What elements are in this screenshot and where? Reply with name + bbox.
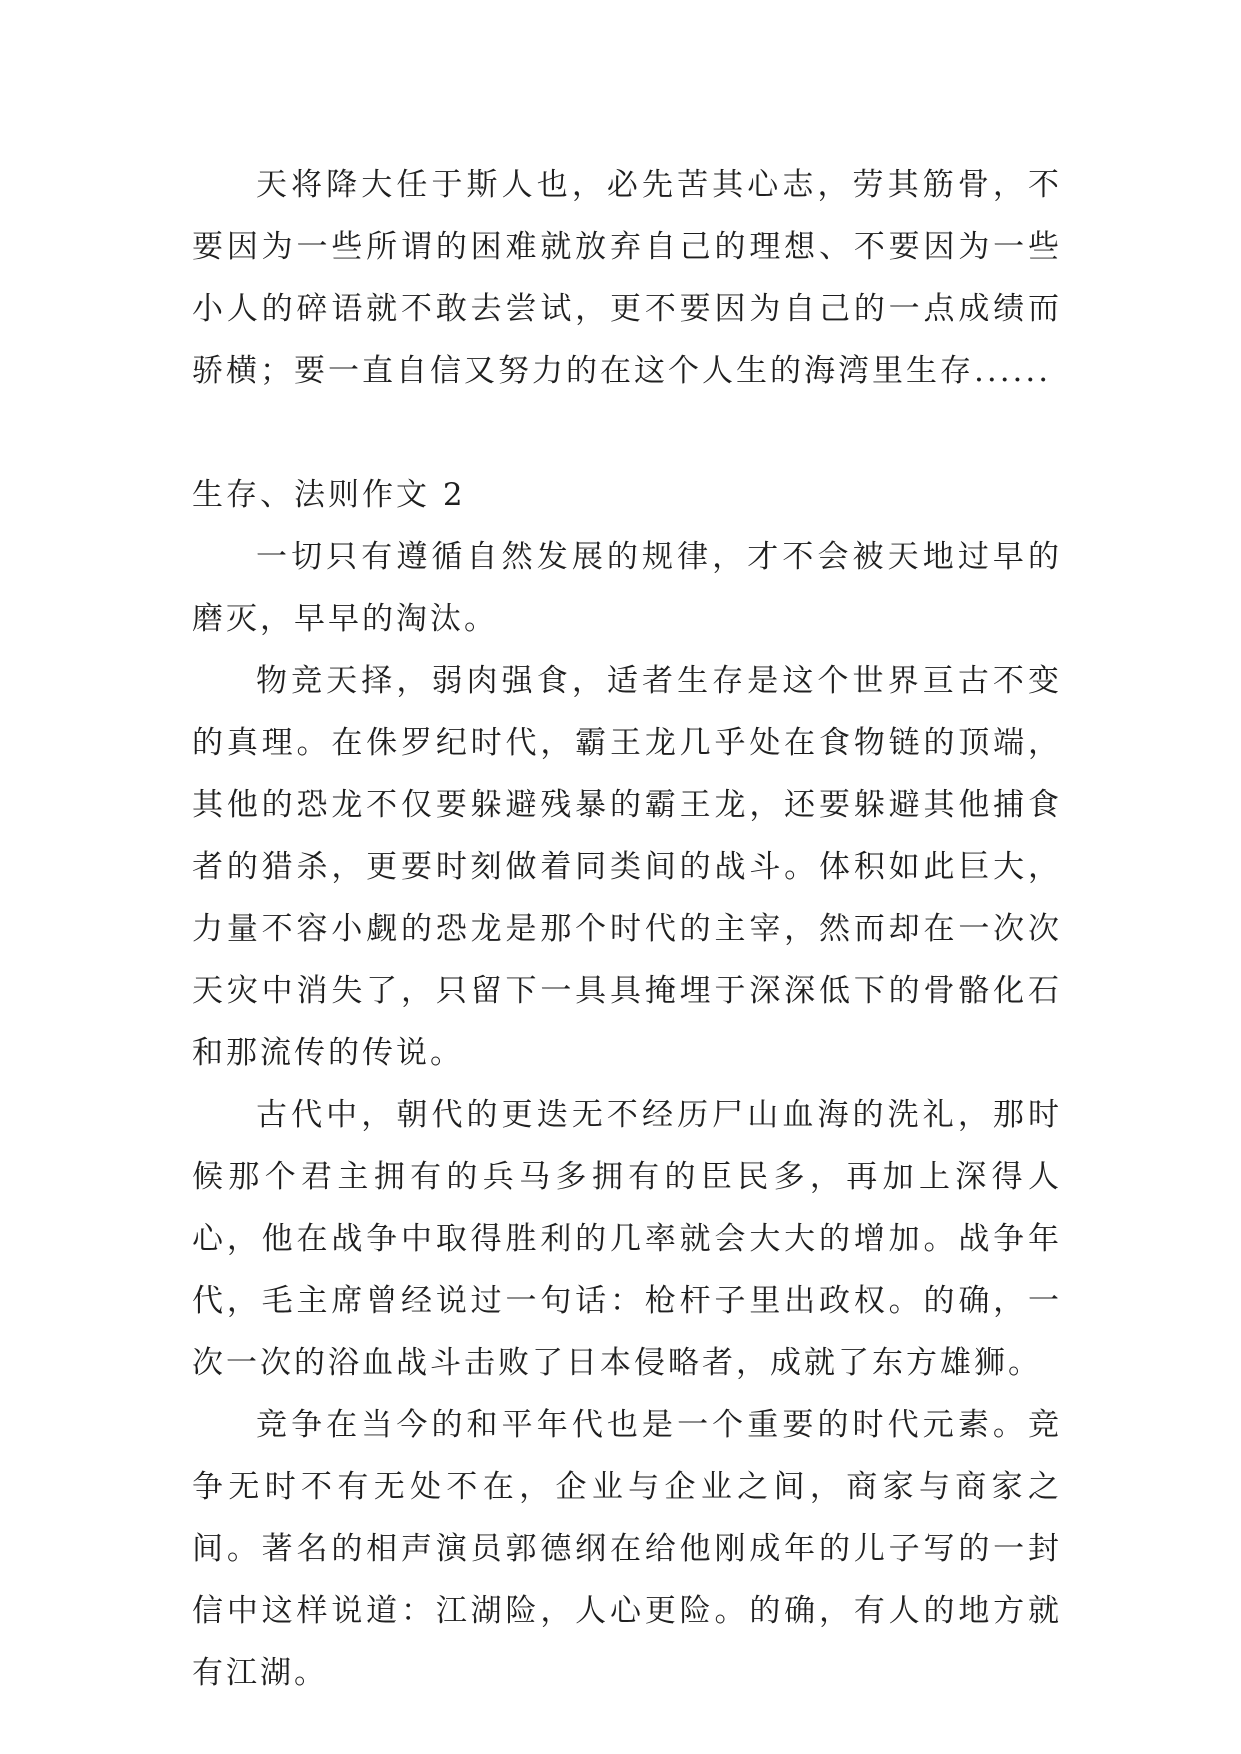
body-paragraph: 物竞天择，弱肉强食，适者生存是这个世界亘古不变的真理。在侏罗纪时代，霸王龙几乎处在食物链的顶端，其他的恐龙不仅要躲避残暴的霸王龙，还要躲避其他捕食者的猎杀，更要时刻做着同类间的战斗。体积如此巨大，力量不容小觑的恐龙是那个时代的主宰，然而却在一次次天灾中消失了，只留下一具具掩埋于深深低下的骨骼化石和那流传的传说。 bbox=[192, 663, 1062, 1071]
body-paragraph: 一切只有遵循自然发展的规律，才不会被天地过早的磨灭，早早的淘汰。 bbox=[192, 539, 1062, 637]
intro-paragraph: 天将降大任于斯人也，必先苦其心志，劳其筋骨，不要因为一些所谓的困难就放弃自己的理想、不要因为一些小人的碎语就不敢去尝试，更不要因为自己的一点成绩而骄横；要一直自信又努力的在这个人生的海湾里生存...... bbox=[192, 167, 1062, 389]
document-body bbox=[192, 154, 1062, 1704]
body-paragraph: 竞争在当今的和平年代也是一个重要的时代元素。竞争无时不有无处不在，企业与企业之间，商家与商家之间。著名的相声演员郭德纲在给他刚成年的儿子写的一封信中这样说道：江湖险，人心更险。的确，有人的地方就有江湖。 bbox=[192, 1407, 1062, 1691]
body-paragraph: 古代中，朝代的更迭无不经历尸山血海的洗礼，那时候那个君主拥有的兵马多拥有的臣民多，再加上深得人心，他在战争中取得胜利的几率就会大大的增加。战争年代，毛主席曾经说过一句话：枪杆子里出政权。的确，一次一次的浴血战斗击败了日本侵略者，成就了东方雄狮。 bbox=[192, 1097, 1062, 1381]
section-title: 生存、法则作文 2 bbox=[192, 477, 466, 513]
